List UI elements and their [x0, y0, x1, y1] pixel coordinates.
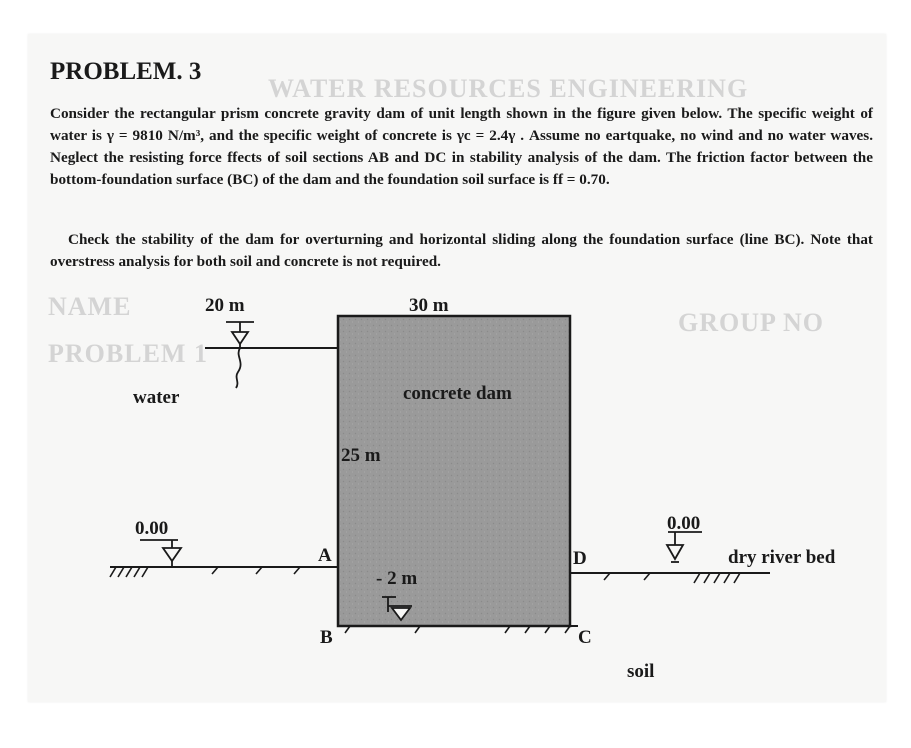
background-watermark: WATER RESOURCES ENGINEERING — [268, 74, 749, 103]
problem-heading: PROBLEM. 3 — [50, 58, 202, 85]
downstream-datum-label: 0.00 — [667, 513, 701, 534]
foundation-level-label: - 2 m — [376, 568, 418, 589]
water-level-marker — [226, 322, 254, 388]
problem-task: Check the stability of the dam for overturning and horizontal sliding along the foundation surface (line BC). Note that overstress analysis for both soil and concrete is not required. — [50, 231, 873, 270]
downstream-ground-hatch — [604, 573, 740, 583]
dam-label: concrete dam — [403, 383, 512, 404]
upstream-depth-label: 20 m — [205, 295, 245, 316]
background-watermark: NAME — [48, 292, 132, 321]
background-watermark: GROUP NO — [678, 308, 824, 337]
point-b-label: B — [320, 627, 333, 648]
problem-statement: Consider the rectangular prism concrete gravity dam of unit length shown in the figure given below. The specific weight of water is γ = 9810 N/m³, and the specific weight of concrete is γc = 2.4γ . Assume no eartquake, no wind and no water waves. Neglect the resisting force ffects of soil sections AB and DC in stability analysis of the dam. The friction factor between the bottom-foundation surface (BC) of the dam and the foundation soil surface is ff = 0.70. — [50, 105, 873, 188]
dam-width-label: 30 m — [409, 295, 449, 316]
water-label: water — [133, 387, 180, 408]
soil-label: soil — [627, 661, 655, 682]
upstream-ground-hatch — [110, 567, 300, 577]
point-c-label: C — [578, 627, 592, 648]
background-watermark: PROBLEM 1 — [48, 339, 208, 368]
downstream-datum-marker — [667, 532, 702, 562]
river-bed-label: dry river bed — [728, 547, 836, 568]
upstream-datum-marker — [140, 540, 181, 567]
upstream-datum-label: 0.00 — [135, 518, 169, 539]
dam-height-label: 25 m — [341, 445, 381, 466]
point-d-label: D — [573, 548, 587, 569]
concrete-dam — [338, 316, 570, 626]
point-a-label: A — [318, 545, 332, 566]
